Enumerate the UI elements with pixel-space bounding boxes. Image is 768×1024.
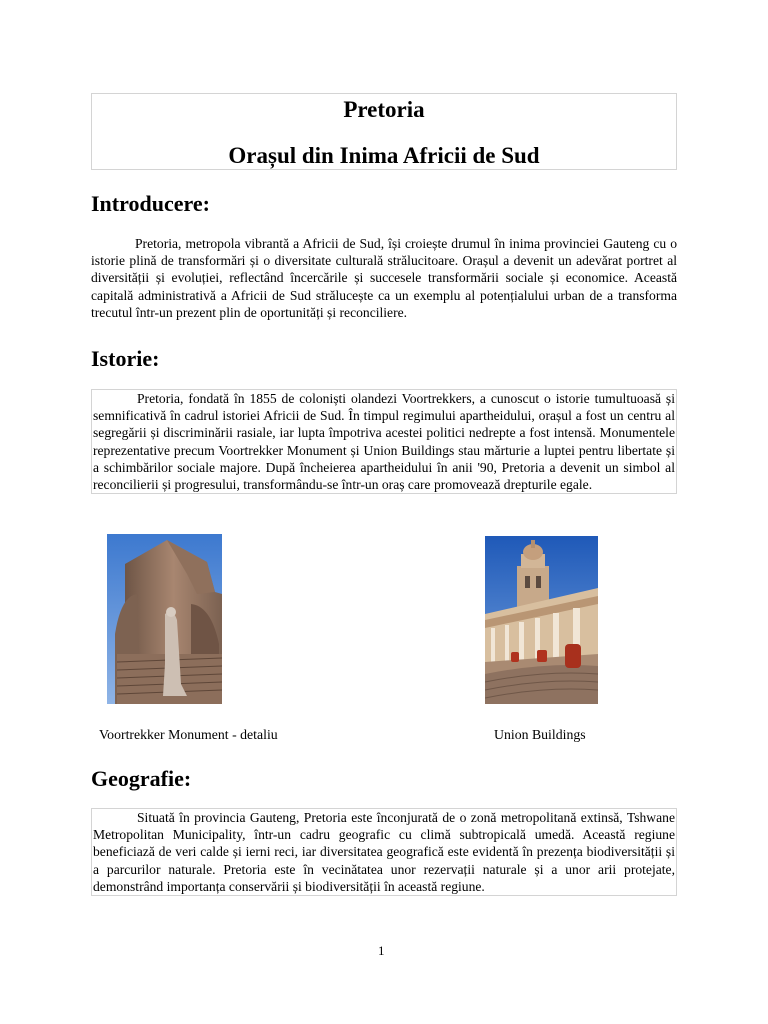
- union-buildings-image: [485, 536, 598, 704]
- title-box: [91, 93, 677, 170]
- union-buildings-caption: Union Buildings: [494, 727, 586, 742]
- history-paragraph: Pretoria, fondată în 1855 de coloniști olandezi Voortrekkers, a cunoscut o istorie tumultuoasă și semnificativă în cadrul istoriei Africii de Sud. În timpul regimului apartheidului, orașul a fost un centru al segregării și discriminării rasiale, iar lupta împotriva acestei politici nedrepte a fost intensă. Monumentele reprezentative precum Voortrekker Monument și Union Buildings stau mărturie a luptei pentru libertate și a schimbărilor sociale majore. După încheierea apartheidului în anii '90, Pretoria a devenit un simbol al reconcilierii și progresului, transformându-se într-un oraș care promovează drepturile egale.: [91, 389, 677, 494]
- page-title: Pretoria: [343, 97, 425, 122]
- geography-paragraph: Situată în provincia Gauteng, Pretoria este înconjurată de o zonă metropolitană extinsă, Tshwane Metropolitan Municipality, într-un cadru geografic cu climă subtropicală umedă. Această regiune beneficiază de veri calde și ierni reci, iar diversitatea geografică este evidentă în prezența biodiversității și a parcurilor naturale. Pretoria este în vecinătatea unor rezervații naturale și a unor arii protejate, demonstrând importanța conservării și biodiversității în această regiune.: [91, 808, 677, 896]
- voortrekker-monument-photo: [107, 534, 222, 704]
- geography-heading: Geografie:: [91, 766, 192, 791]
- page-subtitle: Orașul din Inima Africii de Sud: [228, 143, 540, 168]
- history-heading: Istorie:: [91, 346, 160, 371]
- union-buildings-photo: [485, 536, 598, 704]
- intro-heading: Introducere:: [91, 191, 210, 216]
- voortrekker-caption: Voortrekker Monument - detaliu: [99, 727, 278, 742]
- page-number: 1: [378, 943, 385, 958]
- voortrekker-monument-image: [107, 534, 222, 704]
- intro-paragraph: Pretoria, metropola vibrantă a Africii de Sud, își croiește drumul în inima provinciei Gauteng cu o istorie plină de transformări și o diversitate culturală strălucitoare. Orașul a devenit un adevărat portret al diversității și evoluției, reflectând încercările și succesele transformării sociale și economice. Această capitală administrativă a Africii de Sud strălucește ca un exemplu al potențialului urban de a transforma trecutul într-un prezent plin de oportunități și reconciliere.: [91, 236, 677, 320]
